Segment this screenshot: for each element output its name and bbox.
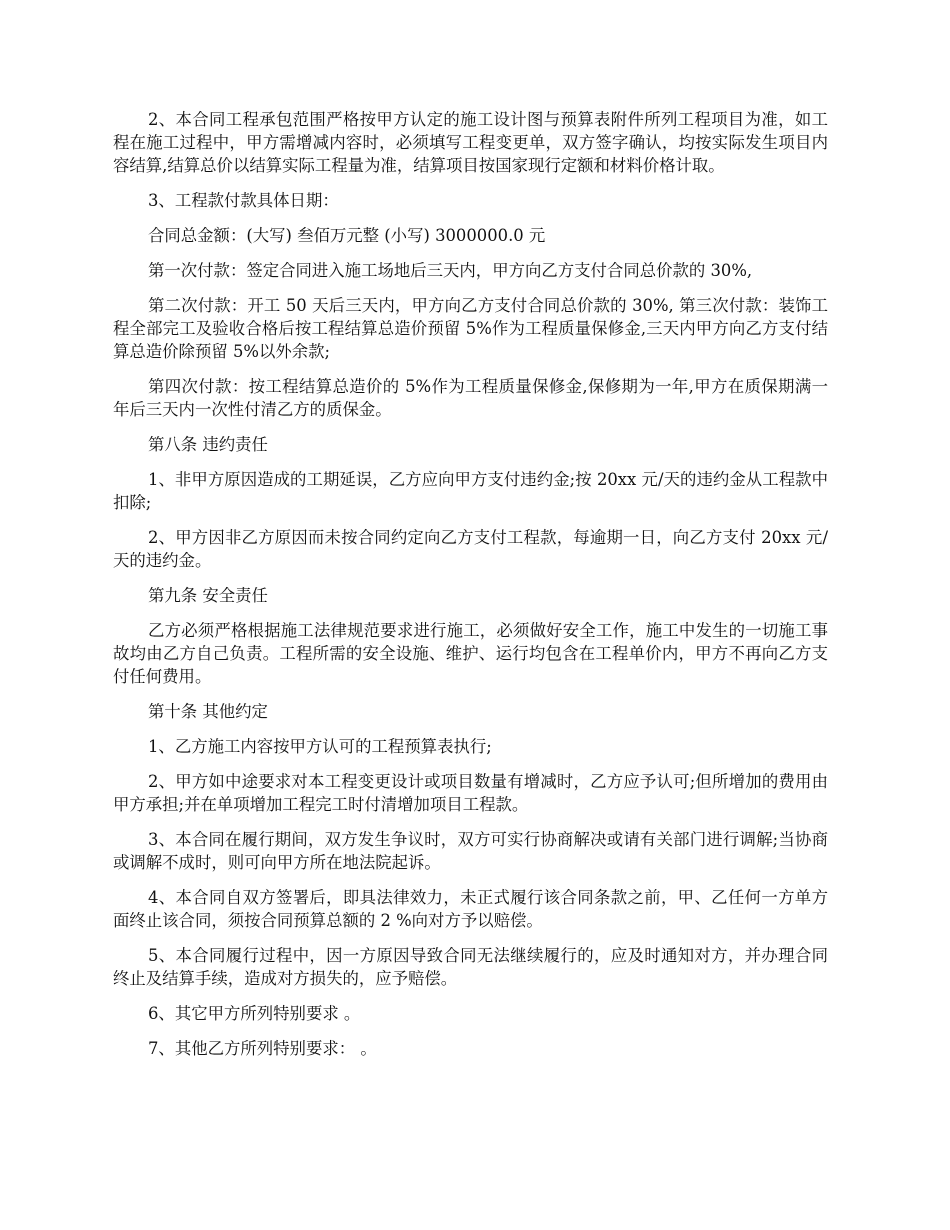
paragraph-second-third-payment: 第二次付款：开工 50 天后三天内，甲方向乙方支付合同总价款的 30%, 第三次付款：装饰工程全部完工及验收合格后按工程结算总造价预留 5%作为工程质量保修金,三天内甲方向乙方支付结算总造价除预留 5%以外余款; xyxy=(113,296,828,361)
paragraph-breach-2: 2、甲方因非乙方原因而未按合同约定向乙方支付工程款，每逾期一日，向乙方支付 20xx 元/天的违约金。 xyxy=(113,528,828,570)
section-heading-other: 第十条 其他约定 xyxy=(148,702,268,721)
paragraph-other-3: 3、本合同在履行期间，双方发生争议时，双方可实行协商解决或请有关部门进行调解;当协商或调解不成时，则可向甲方所在地法院起诉。 xyxy=(113,830,828,872)
paragraph-breach-1: 1、非甲方原因造成的工期延误，乙方应向甲方支付违约金;按 20xx 元/天的违约金从工程款中扣除; xyxy=(113,470,828,512)
paragraph-other-4: 4、本合同自双方签署后，即具法律效力，未正式履行该合同条款之前，甲、乙任何一方单方面终止该合同，须按合同预算总额的 2 %向对方予以赔偿。 xyxy=(113,888,828,930)
paragraph-fourth-payment: 第四次付款：按工程结算总造价的 5%作为工程质量保修金,保修期为一年,甲方在质保期满一年后三天内一次性付清乙方的质保金。 xyxy=(113,377,828,419)
paragraph-scope-of-work: 2、本合同工程承包范围严格按甲方认定的施工设计图与预算表附件所列工程项目为准，如工程在施工过程中，甲方需增减内容时，必须填写工程变更单，双方签字确认，均按实际发生项目内容结算,结算总价以结算实际工程量为准，结算项目按国家现行定额和材料价格计取。 xyxy=(113,110,828,175)
paragraph-other-1: 1、乙方施工内容按甲方认可的工程预算表执行; xyxy=(148,737,492,756)
paragraph-contract-total: 合同总金额：(大写) 叁佰万元整 (小写) 3000000.0 元 xyxy=(148,226,546,245)
paragraph-other-6: 6、其它甲方所列特别要求 。 xyxy=(148,1004,361,1023)
section-heading-breach: 第八条 违约责任 xyxy=(148,435,268,454)
section-heading-safety: 第九条 安全责任 xyxy=(148,586,268,605)
document-page xyxy=(113,108,828,1072)
paragraph-other-2: 2、甲方如中途要求对本工程变更设计或项目数量有增减时，乙方应予认可;但所增加的费用由甲方承担;并在单项增加工程完工时付清增加项目工程款。 xyxy=(113,772,828,814)
paragraph-payment-schedule-heading: 3、工程款付款具体日期： xyxy=(148,191,339,210)
paragraph-safety: 乙方必须严格根据施工法律规范要求进行施工，必须做好安全工作，施工中发生的一切施工事故均由乙方自己负责。工程所需的安全设施、维护、运行均包含在工程单价内，甲方不再向乙方支付任何费用。 xyxy=(113,621,828,686)
paragraph-first-payment: 第一次付款：签定合同进入施工场地后三天内，甲方向乙方支付合同总价款的 30%, xyxy=(148,261,753,280)
paragraph-other-5: 5、本合同履行过程中，因一方原因导致合同无法继续履行的，应及时通知对方，并办理合同终止及结算手续，造成对方损失的，应予赔偿。 xyxy=(113,946,828,988)
paragraph-other-7: 7、其他乙方所列特别要求： 。 xyxy=(148,1039,377,1058)
